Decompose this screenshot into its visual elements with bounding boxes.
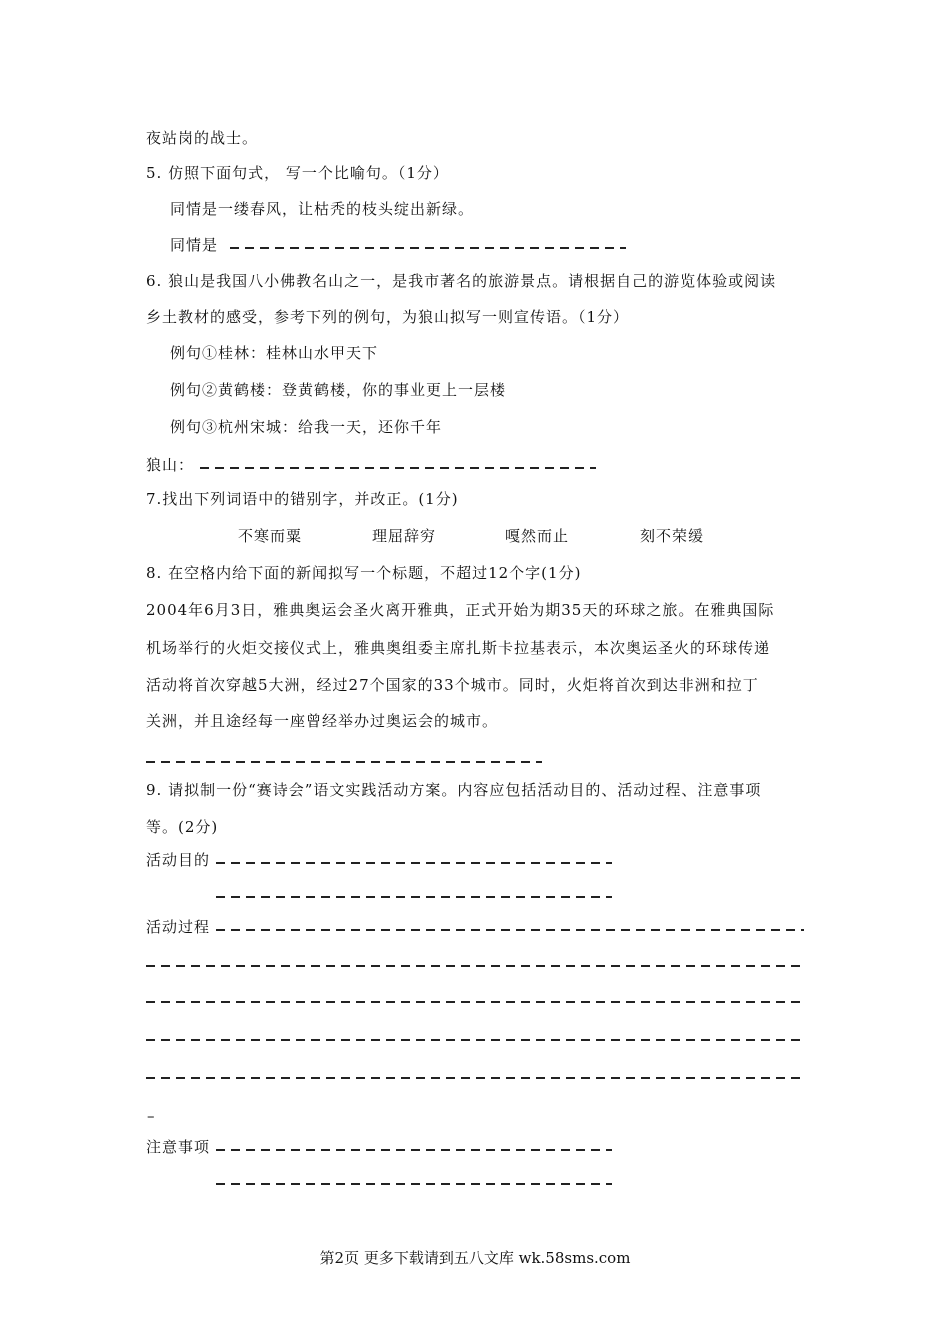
q6-example-1: 例句①桂林：桂林山水甲天下 [170,344,379,362]
q8-news-line: 活动将首次穿越5大洲，经过27个国家的33个城市。同时，火炬将首次到达非洲和拉丁 [146,676,759,694]
q6-example-3: 例句③杭州宋城：给我一天，还你千年 [170,418,443,436]
q9-process-blank[interactable] [146,1077,804,1079]
q9-purpose-blank[interactable] [216,862,612,864]
q8-news-line: 机场举行的火炬交接仪式上，雅典奥组委主席扎斯卡拉基表示，本次奥运圣火的环球传递 [146,639,771,657]
q6-example-2: 例句②黄鹤楼：登黄鹤楼，你的事业更上一层楼 [170,381,507,399]
q9-notes-label: 注意事项 [146,1138,211,1156]
q7-word: 嘎然而止 [505,527,570,545]
q5-prompt: 5. 仿照下面句式， 写一个比喻句。（1分） [146,164,449,182]
q5-example: 同情是一缕春风，让枯秃的枝头绽出新绿。 [170,200,475,218]
q8-news-line: 关洲，并且途经每一座曾经举办过奥运会的城市。 [146,712,499,730]
q9-purpose-blank[interactable] [216,896,612,898]
q9-purpose-label: 活动目的 [146,851,211,869]
q9-process-label: 活动过程 [146,918,211,936]
q8-prompt: 8. 在空格内给下面的新闻拟写一个标题，不超过12个字(1分) [146,564,582,582]
q9-process-blank[interactable] [146,965,804,967]
q9-notes-blank[interactable] [216,1183,612,1185]
q5-answer-label: 同情是 [170,236,219,254]
q6-answer-blank[interactable] [200,467,596,469]
q6-prompt-line2: 乡土教材的感受，参考下列的例句，为狼山拟写一则宣传语。（1分） [146,308,630,326]
q7-word: 理屈辞穷 [372,527,437,545]
q6-answer-label: 狼山： [146,456,195,474]
q7-prompt: 7.找出下列词语中的错别字，并改正。(1分) [146,490,459,508]
q7-word: 不寒而粟 [238,527,303,545]
continuation-text: 夜站岗的战士。 [146,129,259,147]
q5-answer-blank[interactable] [230,247,626,249]
q6-prompt-line1: 6. 狼山是我国八小佛教名山之一，是我市著名的旅游景点。请根据自己的游览体验或阅读 [146,272,777,290]
q9-process-blank[interactable] [216,929,804,931]
q9-notes-blank[interactable] [216,1149,612,1151]
q8-news-line: 2004年6月3日，雅典奥运会圣火离开雅典，正式开始为期35天的环球之旅。在雅典国际 [146,601,775,619]
q9-process-blank[interactable] [146,1039,804,1041]
q9-process-trailing-dash: – [147,1107,156,1125]
q9-process-blank[interactable] [146,1001,804,1003]
q9-prompt-line1: 9. 请拟制一份“赛诗会”语文实践活动方案。内容应包括活动目的、活动过程、注意事项 [146,781,762,799]
q8-title-blank[interactable] [146,761,542,763]
q9-prompt-line2: 等。(2分) [146,818,219,836]
page-footer: 第2页 更多下载请到五八文库 wk.58sms.com [319,1249,631,1267]
q7-word: 刻不荣缓 [640,527,705,545]
